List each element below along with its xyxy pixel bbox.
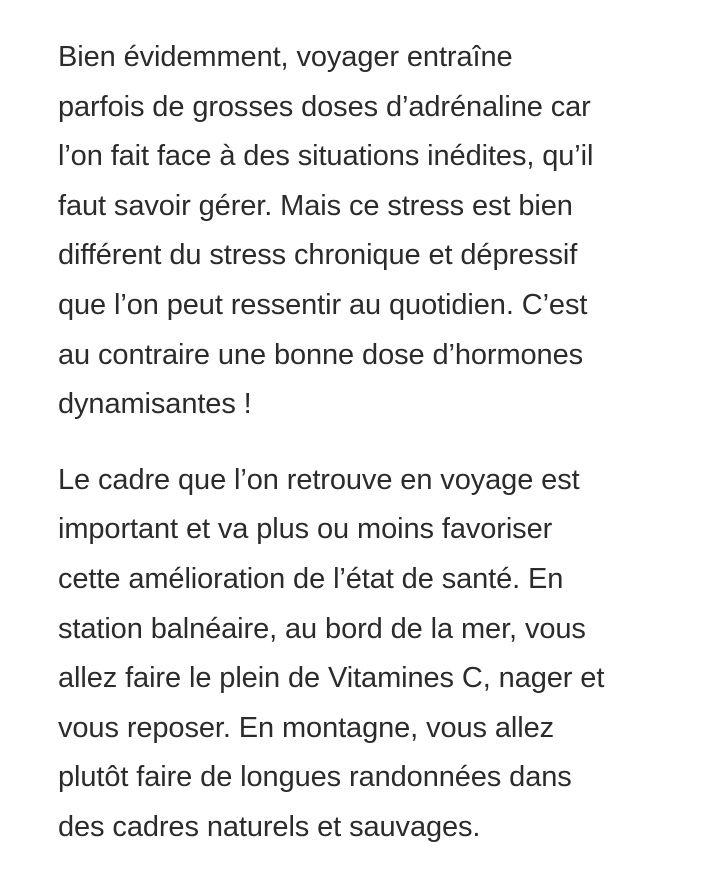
text-line: plutôt faire de longues randonnées dans <box>58 761 572 794</box>
paragraph-travel-setting <box>58 456 708 853</box>
text-line: différent du stress chronique et dépressif <box>58 239 578 272</box>
text-line: dynamisantes ! <box>58 388 252 421</box>
text-line: l’on fait face à des situations inédites, qu’il <box>58 140 594 173</box>
text-line: Bien évidemment, voyager entraîne <box>58 41 513 73</box>
text-line: que l’on peut ressentir au quotidien. C’est <box>58 288 588 321</box>
text-line: faut savoir gérer. Mais ce stress est bien <box>58 189 573 222</box>
text-line: station balnéaire, au bord de la mer, vous <box>58 612 586 645</box>
text-line: allez faire le plein de Vitamines C, nager et <box>58 662 605 695</box>
text-line: parfois de grosses doses d’adrénaline car <box>58 90 591 123</box>
text-line: important et va plus ou moins favoriser <box>58 513 553 546</box>
text-line: vous reposer. En montagne, vous allez <box>58 711 555 744</box>
article-body <box>58 33 708 853</box>
paragraph-travel-adrenaline <box>58 33 708 430</box>
text-line: au contraire une bonne dose d’hormones <box>58 338 584 371</box>
text-line: cette amélioration de l’état de santé. En <box>58 562 564 595</box>
text-line: Le cadre que l’on retrouve en voyage est <box>58 463 580 496</box>
text-line: des cadres naturels et sauvages. <box>58 810 481 843</box>
